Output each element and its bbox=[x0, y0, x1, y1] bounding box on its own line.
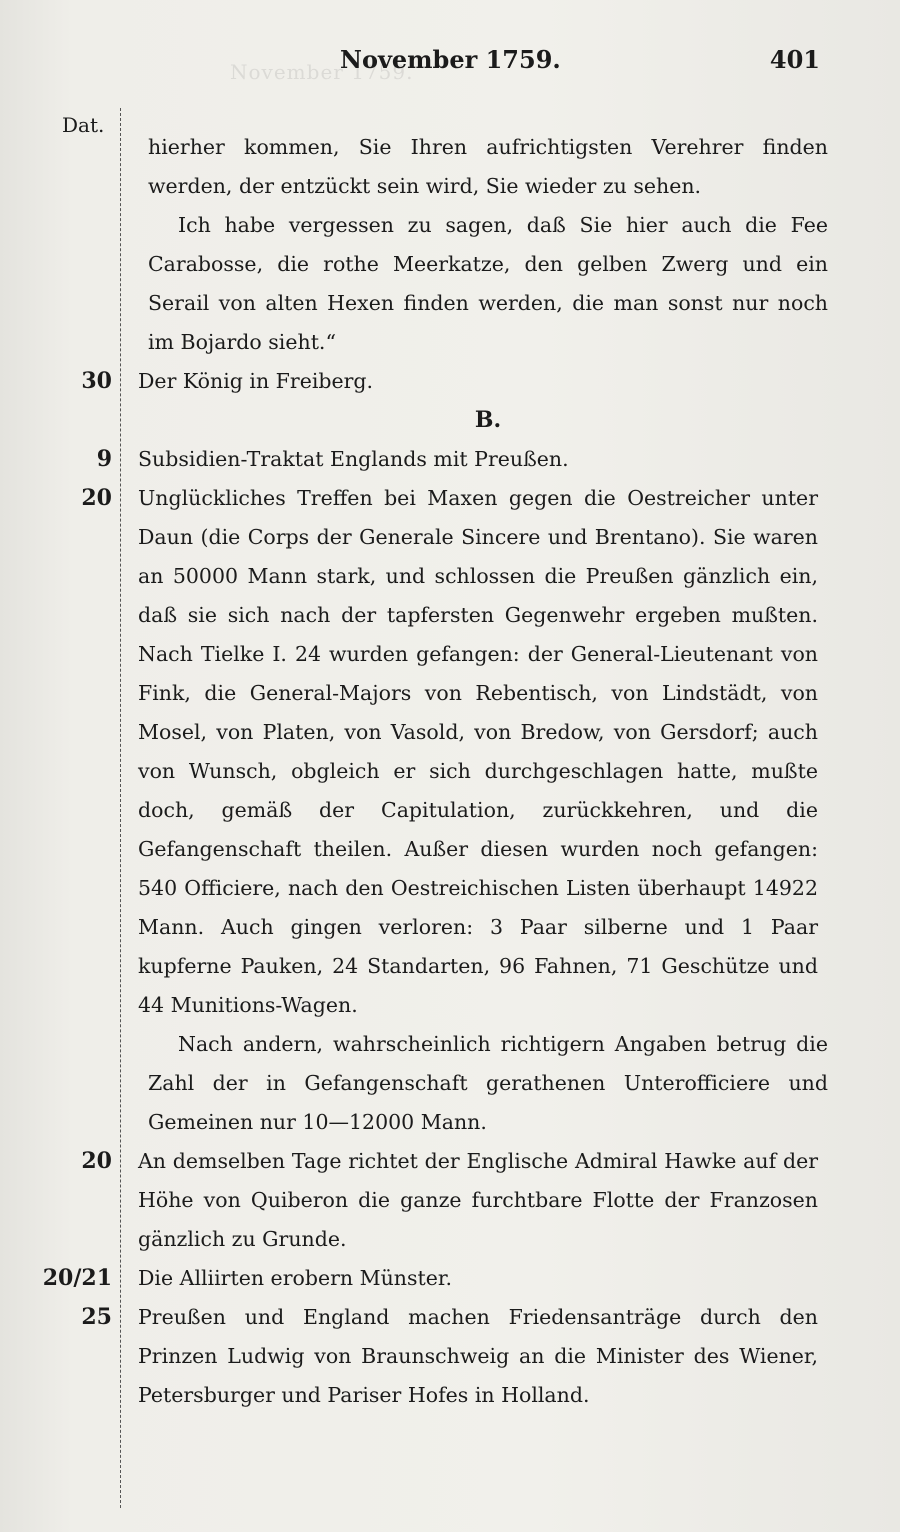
entry-20-quiberon bbox=[0, 1142, 900, 1259]
page-number: 401 bbox=[769, 45, 820, 74]
entry-20-21 bbox=[0, 1259, 900, 1298]
running-head: November 1759. bbox=[340, 45, 561, 74]
entry-text: hierher kommen, Sie Ihren aufrichtigsten Verehrer finden werden, der entzückt sein wird, Sie wieder zu sehen. bbox=[148, 135, 828, 198]
entry-continuation bbox=[0, 128, 900, 206]
entry-text: Ich habe vergessen zu sagen, daß Sie hier auch die Fee Carabosse, die rothe Meerkatze, den gelben Zwerg und ein Serail von alten Hexen finden werden, die man sonst nur noch im Bojardo sieht.“ bbox=[148, 213, 828, 354]
entry-30 bbox=[0, 362, 900, 401]
entry-text: Subsidien-Traktat Englands mit Preußen. bbox=[138, 447, 569, 471]
section-heading-text: B. bbox=[474, 407, 502, 433]
entry-date: 30 bbox=[81, 368, 112, 394]
entry-text: Nach andern, wahrscheinlich richtigern Angaben betrug die Zahl der in Gefangenschaft gerathenen Unterofficiere und Gemeinen nur 10—12000 Mann. bbox=[148, 1032, 828, 1134]
entry-20-maxen bbox=[0, 479, 900, 1025]
entry-text: Der König in Freiberg. bbox=[138, 369, 374, 393]
entry-9 bbox=[0, 440, 900, 479]
entry-list bbox=[0, 128, 900, 1415]
entry-date: 25 bbox=[81, 1304, 112, 1330]
section-heading bbox=[0, 401, 900, 440]
entry-date: 9 bbox=[96, 446, 112, 472]
entry-text: An demselben Tage richtet der Englische Admiral Hawke auf der Höhe von Quiberon die ganze furchtbare Flotte der Franzosen gänzlich zu Grunde. bbox=[138, 1149, 818, 1251]
show-through-text: November 1759. bbox=[230, 60, 414, 84]
entry-date: 20 bbox=[81, 485, 112, 511]
date-column-label: Dat. bbox=[62, 113, 105, 137]
entry-date: 20 bbox=[81, 1148, 112, 1174]
page-header bbox=[0, 45, 900, 81]
entry-text: Die Alliirten erobern Münster. bbox=[138, 1266, 452, 1290]
entry-date: 20/21 bbox=[42, 1265, 112, 1291]
entry-paragraph bbox=[0, 1025, 900, 1142]
entry-25 bbox=[0, 1298, 900, 1415]
entry-text: Unglückliches Treffen bei Maxen gegen die Oestreicher unter Daun (die Corps der Generale Sincere und Brentano). Sie waren an 50000 Mann stark, und schlossen die Preußen gänzlich ein, daß sie sich nach der tapfersten Gegenwehr ergeben mußten. Nach Tielke I. 24 wurden gefangen: der General-Lieutenant von Fink, die General-Majors von Rebentisch, von Lindstädt, von Mosel, von Platen, von Vasold, von Bredow, von Gersdorf; auch von Wunsch, obgleich er sich durchgeschlagen hatte, mußte doch, gemäß der Capitulation, zurückkehren, und die Gefangenschaft theilen. Außer diesen wurden noch gefangen: 540 Officiere, nach den Oestreichischen Listen überhaupt 14922 Mann. Auch gingen verloren: 3 Paar silberne und 1 Paar kupferne Pauken, 24 Standarten, 96 Fahnen, 71 Geschütze und 44 Munitions-Wagen. bbox=[138, 486, 818, 1017]
entry-text: Preußen und England machen Friedensanträge durch den Prinzen Ludwig von Braunschweig an die Minister des Wiener, Petersburger und Pariser Hofes in Holland. bbox=[138, 1305, 818, 1407]
entry-paragraph bbox=[0, 206, 900, 362]
